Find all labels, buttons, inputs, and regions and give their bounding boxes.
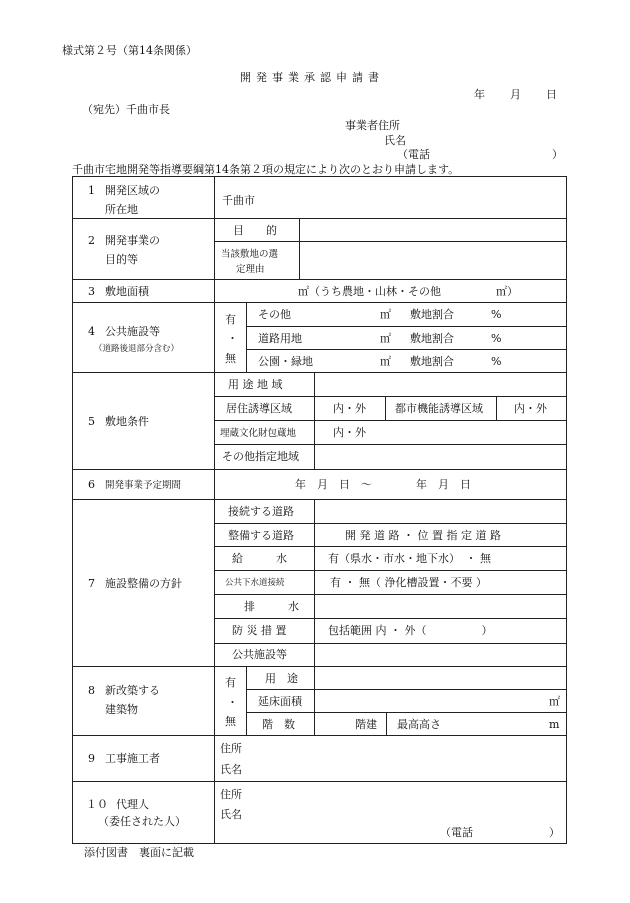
agent-address-label: 住所 <box>220 788 242 801</box>
building-use-label: 用 途 <box>265 672 298 685</box>
disaster-prevention-label: 防 災 措 置 <box>232 624 287 637</box>
disaster-prevention-value: 包括範囲 内 ・ 外（ ） <box>328 624 493 637</box>
row4-yes[interactable]: 有 <box>225 313 236 326</box>
page-title: 開発事業承認申請書 <box>240 71 384 84</box>
date-year: 年 <box>474 88 485 101</box>
row9-number: 9 <box>88 752 95 765</box>
public-other-label: その他 <box>258 308 291 321</box>
connecting-road-label: 接続する道路 <box>228 505 294 518</box>
residential-in-out[interactable]: 内・外 <box>333 402 366 415</box>
row6-number: 6 <box>88 478 95 491</box>
row3-label: 敷地面積 <box>105 285 149 298</box>
form-number: 様式第２号（第14条関係） <box>62 44 197 57</box>
addressee: （宛先）千曲市長 <box>82 103 170 116</box>
row6-label: 開発事業予定期間 <box>105 480 182 491</box>
purpose-field[interactable] <box>300 219 566 241</box>
water-supply-value: 有（県水・市水・地下水） ・ 無 <box>328 552 491 565</box>
park-green-pct: % <box>491 355 502 368</box>
other-zone-label: その他指定地域 <box>222 450 299 463</box>
row1-label-line1: 開発区域の <box>105 184 160 197</box>
row7-label: 施設整備の方針 <box>105 577 182 590</box>
row4-separator: ・ <box>227 332 238 345</box>
park-green-label: 公園・緑地 <box>258 355 313 368</box>
public-other-ratio: 敷地割合 <box>410 308 454 321</box>
site-selection-label-line2: 定理由 <box>236 264 265 275</box>
sewer-label: 公共下水道接続 <box>225 578 285 588</box>
row10-label-line1: 代理人 <box>116 798 149 811</box>
purpose-label: 目 的 <box>233 224 277 237</box>
applicant-address-label: 事業者住所 <box>345 119 400 132</box>
floor-area-label: 延床面積 <box>258 695 302 708</box>
park-green-ratio: 敷地割合 <box>410 355 454 368</box>
row2-label-line2: 目的等 <box>105 253 138 266</box>
contractor-address-label: 住所 <box>220 742 242 755</box>
contractor-name-label: 氏名 <box>220 763 242 776</box>
row5-number: 5 <box>88 415 95 428</box>
period-value: 年 月 日 〜 年 月 日 <box>295 478 471 491</box>
row2-number: 2 <box>88 234 95 247</box>
row5-label: 敷地条件 <box>105 415 149 428</box>
row8-label-line2: 建築物 <box>105 703 138 716</box>
sewer-value: 有 ・ 無（ 浄化槽設置・不要 ） <box>330 576 487 589</box>
site-selection-label-line1: 当該敷地の選 <box>221 249 279 260</box>
date-month: 月 <box>510 88 521 101</box>
public-other-unit: ㎡ <box>380 308 391 321</box>
row9-label: 工事施工者 <box>105 752 160 765</box>
row8-yes[interactable]: 有 <box>225 676 236 689</box>
row10-number: １０ <box>86 798 108 811</box>
public-facility-label: 公共施設等 <box>232 648 287 661</box>
use-zone-label: 用 途 地 域 <box>228 378 283 391</box>
drainage-label: 排 水 <box>244 600 299 613</box>
road-land-label: 道路用地 <box>258 332 302 345</box>
applicant-name-label: 氏名 <box>384 134 406 147</box>
max-height-label: 最高高さ <box>397 718 441 731</box>
water-supply-label: 給 水 <box>232 552 287 565</box>
agent-phone-open: （電話 <box>440 826 473 839</box>
urban-in-out[interactable]: 内・外 <box>514 402 547 415</box>
road-land-ratio: 敷地割合 <box>410 332 454 345</box>
row4-note: （道路後退部分含む） <box>94 344 180 354</box>
park-green-unit: ㎡ <box>380 355 391 368</box>
developed-road-label: 整備する道路 <box>228 529 294 542</box>
applicant-phone-close: ） <box>552 148 563 161</box>
stories-unit: 階建 <box>355 718 377 731</box>
max-height-unit: m <box>549 718 560 731</box>
row2-label-line1: 開発事業の <box>105 234 160 247</box>
row8-number: 8 <box>88 684 95 697</box>
row3-number: 3 <box>88 285 95 298</box>
row1-label-line2: 所在地 <box>105 203 138 216</box>
urban-function-zone-label: 都市機能誘導区域 <box>395 402 483 415</box>
row8-separator: ・ <box>227 696 238 709</box>
intro-text: 千曲市宅地開発等指導要綱第14条第２項の規定により次のとおり申請します。 <box>72 163 460 176</box>
agent-phone-close: ） <box>549 826 560 839</box>
floor-area-unit: ㎡ <box>549 695 560 708</box>
attachment-note: 添付図書 裏面に記載 <box>84 846 194 859</box>
row4-label: 公共施設等 <box>105 325 160 338</box>
row8-no[interactable]: 無 <box>225 715 236 728</box>
row7-number: 7 <box>88 577 95 590</box>
site-selection-field[interactable] <box>300 242 566 279</box>
location-value: 千曲市 <box>222 194 255 207</box>
agent-name-label: 氏名 <box>220 808 242 821</box>
public-other-pct: % <box>491 308 502 321</box>
row8-label-line1: 新改築する <box>105 684 160 697</box>
row1-number: 1 <box>88 184 95 197</box>
site-area-value: ㎡（うち農地・山林・その他 ㎡） <box>298 285 518 298</box>
buried-in-out[interactable]: 内・外 <box>333 426 366 439</box>
developed-road-value: 開 発 道 路 ・ 位 置 指 定 道 路 <box>345 529 501 542</box>
row4-no[interactable]: 無 <box>225 352 236 365</box>
road-land-unit: ㎡ <box>380 332 391 345</box>
road-land-pct: % <box>491 332 502 345</box>
buried-property-label: 埋蔵文化財包蔵地 <box>220 428 297 439</box>
stories-label: 階 数 <box>262 718 295 731</box>
date-day: 日 <box>546 88 557 101</box>
row10-label-line2: （委任された人） <box>98 815 186 828</box>
applicant-phone-open: （電話 <box>397 148 430 161</box>
residential-zone-label: 居住誘導区域 <box>226 402 292 415</box>
row4-number: 4 <box>88 325 95 338</box>
